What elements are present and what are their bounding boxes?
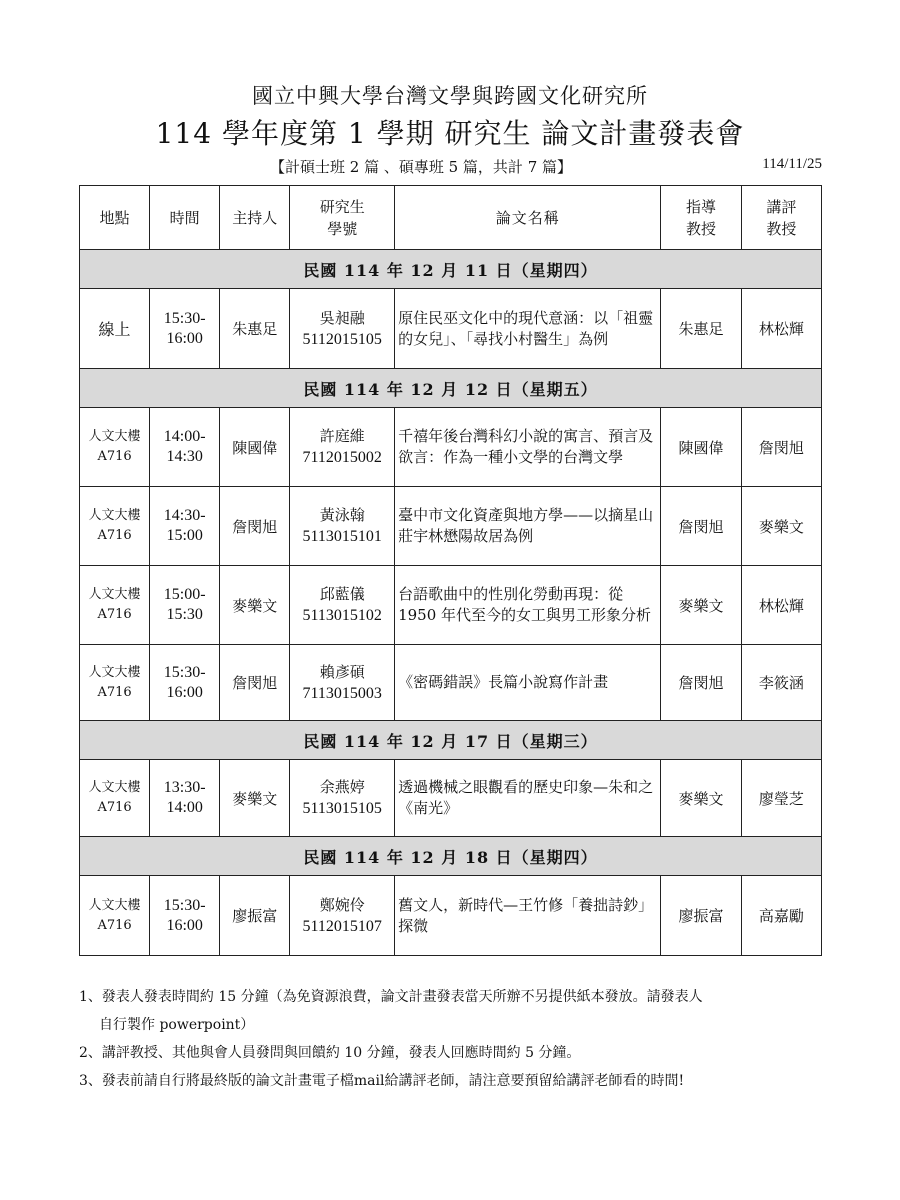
student-cell bbox=[290, 760, 395, 837]
location-room: A716 bbox=[97, 528, 132, 543]
host-cell: 朱惠足 bbox=[220, 289, 290, 369]
note-1: 1、發表人發表時間約 15 分鐘（為免資源浪費，論文計畫發表當天所辦不另提供紙本發放。請發表人 bbox=[79, 989, 703, 1005]
document-date: 114/11/25 bbox=[762, 156, 822, 172]
header-student bbox=[290, 186, 395, 250]
thesis-title: 《密碼錯誤》長篇小說寫作計畫 bbox=[395, 645, 661, 721]
reviewer-cell: 廖瑩芝 bbox=[741, 760, 821, 837]
host-cell: 詹閔旭 bbox=[220, 645, 290, 721]
time-end: 16:00 bbox=[166, 916, 203, 934]
thesis-title: 舊文人，新時代—王竹修「養拙詩鈔」探微 bbox=[395, 876, 661, 956]
day-label: 民國 114 年 12 月 11 日（星期四） bbox=[80, 250, 822, 289]
header-thesis: 論文名稱 bbox=[395, 186, 661, 250]
advisor-cell: 詹閔旭 bbox=[661, 487, 741, 566]
location-room: A716 bbox=[97, 449, 132, 464]
student-cell bbox=[290, 487, 395, 566]
header-reviewer bbox=[741, 186, 821, 250]
header-row bbox=[80, 186, 822, 250]
schedule-table bbox=[79, 185, 822, 956]
student-id: 5113015102 bbox=[302, 607, 382, 624]
time-cell bbox=[150, 760, 220, 837]
reviewer-cell: 麥樂文 bbox=[741, 487, 821, 566]
header-student-line2: 學號 bbox=[327, 219, 358, 238]
student-id: 5113015101 bbox=[302, 528, 382, 545]
host-cell: 詹閔旭 bbox=[220, 487, 290, 566]
reviewer-cell: 李筱涵 bbox=[741, 645, 821, 721]
location-room: A716 bbox=[97, 917, 132, 933]
student-name: 吳昶融 bbox=[319, 308, 365, 327]
host-cell: 麥樂文 bbox=[220, 760, 290, 837]
time-cell bbox=[150, 876, 220, 956]
note-1-continuation: 自行製作 powerpoint） bbox=[99, 1017, 255, 1033]
thesis-title: 透過機械之眼觀看的歷史印象—朱和之《南光》 bbox=[395, 760, 661, 837]
time-cell bbox=[150, 645, 220, 721]
time-start: 15:30- bbox=[163, 896, 206, 914]
host-cell: 廖振富 bbox=[220, 876, 290, 956]
student-cell bbox=[290, 645, 395, 721]
thesis-title: 原住民巫文化中的現代意涵：以「祖靈的女兒」、「尋找小村醫生」為例 bbox=[395, 289, 661, 369]
thesis-title: 臺中市文化資產與地方學——以摘星山莊宇林懋陽故居為例 bbox=[395, 487, 661, 566]
table-row bbox=[80, 487, 822, 566]
host-cell: 陳國偉 bbox=[220, 408, 290, 487]
note-3: 3、發表前請自行將最終版的論文計畫電子檔mail給講評老師，請注意要預留給講評老師看的時間! bbox=[79, 1073, 685, 1089]
reviewer-cell: 高嘉勵 bbox=[741, 876, 821, 956]
student-name: 許庭維 bbox=[319, 427, 365, 445]
table-row bbox=[80, 566, 822, 645]
reviewer-cell: 詹閔旭 bbox=[741, 408, 821, 487]
advisor-cell: 麥樂文 bbox=[661, 566, 741, 645]
student-name: 黃泳翰 bbox=[319, 506, 365, 524]
location-room: A716 bbox=[97, 607, 132, 622]
day-label: 民國 114 年 12 月 12 日（星期五） bbox=[80, 369, 822, 408]
location-cell bbox=[80, 760, 150, 837]
student-cell bbox=[290, 876, 395, 956]
header-time: 時間 bbox=[150, 186, 220, 250]
location-cell: 線上 bbox=[80, 289, 150, 369]
time-start: 13:30- bbox=[163, 779, 206, 796]
time-end: 15:00 bbox=[166, 527, 203, 544]
student-name: 鄭婉伶 bbox=[319, 895, 365, 914]
student-id: 5112015107 bbox=[302, 917, 382, 935]
student-id: 7112015002 bbox=[302, 449, 382, 466]
thesis-title: 千禧年後台灣科幻小說的寓言、預言及欲言：作為一種小文學的台灣文學 bbox=[395, 408, 661, 487]
day-label: 民國 114 年 12 月 18 日（星期四） bbox=[80, 837, 822, 876]
day-row bbox=[80, 721, 822, 760]
location-room: A716 bbox=[97, 684, 132, 700]
header-host: 主持人 bbox=[220, 186, 290, 250]
location-cell bbox=[80, 487, 150, 566]
paper-count-summary: 【計碩士班 2 篇 、碩專班 5 篇，共計 7 篇】 bbox=[270, 158, 573, 176]
time-end: 15:30 bbox=[166, 606, 203, 623]
student-cell bbox=[290, 289, 395, 369]
location-building: 人文大樓 bbox=[88, 587, 141, 602]
time-start: 15:30- bbox=[163, 663, 206, 681]
thesis-title: 台語歌曲中的性別化勞動再現：從 1950 年代至今的女工與男工形象分析 bbox=[395, 566, 661, 645]
time-cell bbox=[150, 408, 220, 487]
table-row bbox=[80, 408, 822, 487]
table-row bbox=[80, 645, 822, 721]
header-advisor-line2: 教授 bbox=[686, 219, 717, 238]
day-label: 民國 114 年 12 月 17 日（星期三） bbox=[80, 721, 822, 760]
table-row bbox=[80, 760, 822, 837]
notes-section bbox=[79, 984, 839, 1096]
student-name: 余燕婷 bbox=[319, 778, 365, 796]
location-building: 人文大樓 bbox=[88, 429, 141, 444]
time-start: 15:00- bbox=[163, 586, 206, 603]
location-cell bbox=[80, 876, 150, 956]
day-row bbox=[80, 250, 822, 289]
reviewer-cell: 林松輝 bbox=[741, 289, 821, 369]
header-student-line1: 研究生 bbox=[319, 197, 365, 216]
header-location: 地點 bbox=[80, 186, 150, 250]
student-cell bbox=[290, 408, 395, 487]
time-end: 16:00 bbox=[166, 329, 203, 347]
header-advisor bbox=[661, 186, 741, 250]
location-building: 人文大樓 bbox=[88, 897, 141, 913]
header-reviewer-line2: 教授 bbox=[766, 219, 797, 238]
student-cell bbox=[290, 566, 395, 645]
advisor-cell: 廖振富 bbox=[661, 876, 741, 956]
advisor-cell: 朱惠足 bbox=[661, 289, 741, 369]
location-room: A716 bbox=[97, 800, 132, 815]
location-cell bbox=[80, 645, 150, 721]
header-reviewer-line1: 講評 bbox=[766, 197, 797, 216]
location-building: 人文大樓 bbox=[88, 780, 141, 795]
event-title: 114 學年度第 1 學期 研究生 論文計畫發表會 bbox=[155, 117, 745, 150]
time-end: 16:00 bbox=[166, 683, 203, 701]
student-id: 5113015105 bbox=[302, 800, 382, 817]
advisor-cell: 麥樂文 bbox=[661, 760, 741, 837]
time-end: 14:30 bbox=[166, 448, 203, 465]
day-row bbox=[80, 369, 822, 408]
time-start: 14:30- bbox=[163, 507, 206, 524]
reviewer-cell: 林松輝 bbox=[741, 566, 821, 645]
time-end: 14:00 bbox=[166, 799, 203, 816]
location-building: 人文大樓 bbox=[88, 508, 141, 523]
student-name: 邱藍儀 bbox=[319, 585, 365, 603]
time-start: 15:30- bbox=[163, 309, 206, 327]
advisor-cell: 詹閔旭 bbox=[661, 645, 741, 721]
student-name: 賴彥碩 bbox=[319, 662, 365, 681]
location-cell bbox=[80, 408, 150, 487]
student-id: 5112015105 bbox=[302, 330, 382, 348]
time-cell bbox=[150, 487, 220, 566]
advisor-cell: 陳國偉 bbox=[661, 408, 741, 487]
day-row bbox=[80, 837, 822, 876]
institute-title: 國立中興大學台灣文學與跨國文化研究所 bbox=[252, 84, 648, 108]
location-cell bbox=[80, 566, 150, 645]
time-start: 14:00- bbox=[163, 428, 206, 445]
note-2: 2、講評教授、其他與會人員發問與回饋約 10 分鐘，發表人回應時間約 5 分鐘。 bbox=[79, 1045, 581, 1061]
host-cell: 麥樂文 bbox=[220, 566, 290, 645]
time-cell bbox=[150, 566, 220, 645]
student-id: 7113015003 bbox=[302, 684, 382, 702]
table-row bbox=[80, 289, 822, 369]
location-building: 人文大樓 bbox=[88, 664, 141, 680]
header-advisor-line1: 指導 bbox=[686, 197, 717, 216]
table-row bbox=[80, 876, 822, 956]
time-cell bbox=[150, 289, 220, 369]
